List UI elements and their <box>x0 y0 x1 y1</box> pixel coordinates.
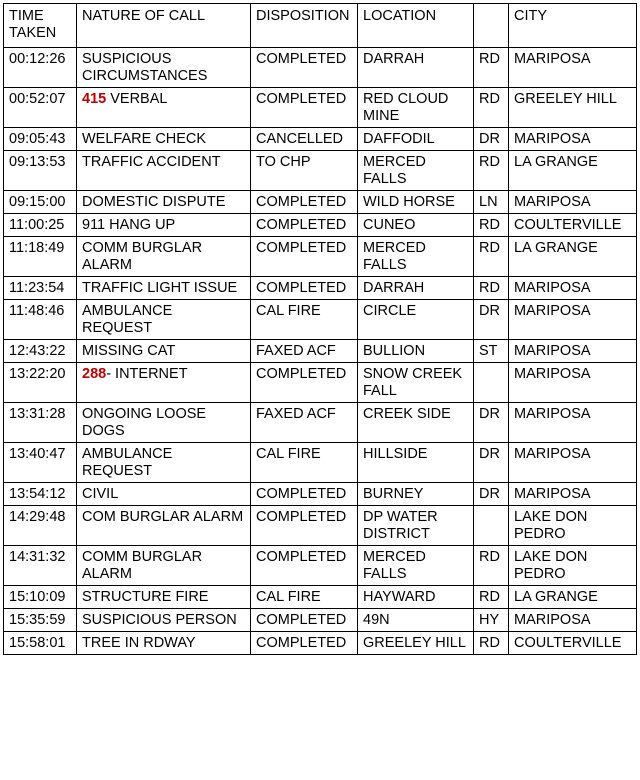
cell-city: LA GRANGE <box>509 151 637 191</box>
header-row <box>4 4 637 48</box>
cell-location: DARRAH <box>358 277 474 300</box>
cell-disposition: CAL FIRE <box>251 300 358 340</box>
cell-city: GREELEY HILL <box>509 88 637 128</box>
cell-nature-of-call <box>77 88 251 128</box>
cell-street-suffix: DR <box>474 300 509 340</box>
call-nature-text: SUSPICIOUS PERSON <box>82 612 237 628</box>
table-row <box>4 443 637 483</box>
cell-disposition: FAXED ACF <box>251 403 358 443</box>
cell-time-taken: 11:18:49 <box>4 237 77 277</box>
cell-location: 49N <box>358 609 474 632</box>
call-nature-text: AMBULANCE REQUEST <box>82 446 177 479</box>
cell-nature-of-call <box>77 443 251 483</box>
table-row <box>4 151 637 191</box>
call-nature-text: TREE IN RDWAY <box>82 635 196 651</box>
table-row <box>4 128 637 151</box>
call-nature-text: MISSING CAT <box>82 343 176 359</box>
cell-disposition: COMPLETED <box>251 632 358 655</box>
cell-street-suffix: ST <box>474 340 509 363</box>
cell-street-suffix: RD <box>474 48 509 88</box>
cell-street-suffix: RD <box>474 277 509 300</box>
cell-street-suffix: DR <box>474 443 509 483</box>
cell-street-suffix: DR <box>474 403 509 443</box>
cell-city: MARIPOSA <box>509 128 637 151</box>
cell-city: MARIPOSA <box>509 300 637 340</box>
cell-street-suffix: RD <box>474 214 509 237</box>
cell-time-taken: 00:52:07 <box>4 88 77 128</box>
call-nature-text: VERBAL <box>106 91 168 107</box>
cell-time-taken: 13:54:12 <box>4 483 77 506</box>
table-row <box>4 506 637 546</box>
cell-nature-of-call <box>77 237 251 277</box>
table-row <box>4 300 637 340</box>
table-row <box>4 340 637 363</box>
cell-city: LA GRANGE <box>509 237 637 277</box>
call-log-table <box>3 3 637 655</box>
cell-city: LA GRANGE <box>509 586 637 609</box>
cell-city: MARIPOSA <box>509 48 637 88</box>
cell-nature-of-call <box>77 151 251 191</box>
cell-street-suffix: RD <box>474 632 509 655</box>
table-row <box>4 48 637 88</box>
cell-nature-of-call <box>77 632 251 655</box>
cell-location: HILLSIDE <box>358 443 474 483</box>
cell-nature-of-call <box>77 214 251 237</box>
cell-disposition: COMPLETED <box>251 546 358 586</box>
cell-nature-of-call <box>77 403 251 443</box>
table-row <box>4 632 637 655</box>
cell-nature-of-call <box>77 128 251 151</box>
cell-street-suffix: LN <box>474 191 509 214</box>
header-time-taken: TIME TAKEN <box>4 4 77 48</box>
cell-location: MERCED FALLS <box>358 237 474 277</box>
cell-street-suffix: RD <box>474 151 509 191</box>
cell-location: DARRAH <box>358 48 474 88</box>
cell-street-suffix: DR <box>474 128 509 151</box>
cell-city: MARIPOSA <box>509 277 637 300</box>
cell-time-taken: 15:10:09 <box>4 586 77 609</box>
cell-time-taken: 00:12:26 <box>4 48 77 88</box>
cell-time-taken: 13:22:20 <box>4 363 77 403</box>
cell-city: MARIPOSA <box>509 340 637 363</box>
cell-street-suffix <box>474 363 509 403</box>
call-nature-text: COMM BURGLAR ALARM <box>82 549 206 582</box>
cell-city: MARIPOSA <box>509 443 637 483</box>
table-row <box>4 403 637 443</box>
cell-location: SNOW CREEK FALL <box>358 363 474 403</box>
call-log-body <box>4 48 637 655</box>
cell-time-taken: 11:23:54 <box>4 277 77 300</box>
table-row <box>4 363 637 403</box>
cell-city: MARIPOSA <box>509 609 637 632</box>
call-nature-text: SUSPICIOUS CIRCUMSTANCES <box>82 51 208 84</box>
call-nature-text: STRUCTURE FIRE <box>82 589 209 605</box>
cell-location: CIRCLE <box>358 300 474 340</box>
cell-street-suffix <box>474 506 509 546</box>
cell-time-taken: 12:43:22 <box>4 340 77 363</box>
cell-location: CREEK SIDE <box>358 403 474 443</box>
cell-nature-of-call <box>77 609 251 632</box>
cell-street-suffix: RD <box>474 88 509 128</box>
call-code: 415 <box>82 91 107 107</box>
cell-city: LAKE DON PEDRO <box>509 546 637 586</box>
cell-street-suffix: RD <box>474 237 509 277</box>
cell-nature-of-call <box>77 191 251 214</box>
cell-nature-of-call <box>77 363 251 403</box>
call-nature-text: ONGOING LOOSE DOGS <box>82 406 211 439</box>
cell-city: MARIPOSA <box>509 403 637 443</box>
header-street-suffix <box>474 4 509 48</box>
call-nature-text: WELFARE CHECK <box>82 131 207 147</box>
table-row <box>4 586 637 609</box>
cell-disposition: COMPLETED <box>251 609 358 632</box>
cell-nature-of-call <box>77 506 251 546</box>
cell-disposition: COMPLETED <box>251 88 358 128</box>
header-location: LOCATION <box>358 4 474 48</box>
call-nature-text: 911 HANG UP <box>82 217 176 233</box>
cell-disposition: COMPLETED <box>251 48 358 88</box>
cell-time-taken: 09:15:00 <box>4 191 77 214</box>
cell-time-taken: 13:31:28 <box>4 403 77 443</box>
table-row <box>4 88 637 128</box>
call-nature-text: DOMESTIC DISPUTE <box>82 194 226 210</box>
cell-disposition: COMPLETED <box>251 483 358 506</box>
cell-location: WILD HORSE <box>358 191 474 214</box>
cell-city: COULTERVILLE <box>509 214 637 237</box>
cell-disposition: CAL FIRE <box>251 586 358 609</box>
call-nature-text: COM BURGLAR ALARM <box>82 509 244 525</box>
cell-time-taken: 09:13:53 <box>4 151 77 191</box>
cell-disposition: COMPLETED <box>251 214 358 237</box>
cell-location: MERCED FALLS <box>358 546 474 586</box>
call-nature-text: TRAFFIC ACCIDENT <box>82 154 221 170</box>
cell-location: MERCED FALLS <box>358 151 474 191</box>
cell-disposition: COMPLETED <box>251 237 358 277</box>
cell-time-taken: 14:31:32 <box>4 546 77 586</box>
cell-time-taken: 11:48:46 <box>4 300 77 340</box>
cell-city: MARIPOSA <box>509 363 637 403</box>
cell-location: HAYWARD <box>358 586 474 609</box>
call-nature-text: TRAFFIC LIGHT ISSUE <box>82 280 238 296</box>
table-row <box>4 214 637 237</box>
cell-street-suffix: RD <box>474 546 509 586</box>
table-row <box>4 609 637 632</box>
cell-city: MARIPOSA <box>509 191 637 214</box>
cell-location: CUNEO <box>358 214 474 237</box>
table-row <box>4 191 637 214</box>
cell-time-taken: 15:35:59 <box>4 609 77 632</box>
cell-time-taken: 13:40:47 <box>4 443 77 483</box>
cell-location: DAFFODIL <box>358 128 474 151</box>
call-nature-text: AMBULANCE REQUEST <box>82 303 177 336</box>
cell-disposition: COMPLETED <box>251 363 358 403</box>
cell-city: COULTERVILLE <box>509 632 637 655</box>
cell-disposition: CANCELLED <box>251 128 358 151</box>
cell-nature-of-call <box>77 300 251 340</box>
table-row <box>4 277 637 300</box>
header-disposition: DISPOSITION <box>251 4 358 48</box>
cell-disposition: COMPLETED <box>251 277 358 300</box>
cell-nature-of-call <box>77 586 251 609</box>
table-row <box>4 237 637 277</box>
cell-disposition: TO CHP <box>251 151 358 191</box>
table-row <box>4 483 637 506</box>
cell-street-suffix: HY <box>474 609 509 632</box>
cell-city: MARIPOSA <box>509 483 637 506</box>
cell-disposition: COMPLETED <box>251 506 358 546</box>
cell-location: GREELEY HILL <box>358 632 474 655</box>
cell-location: BULLION <box>358 340 474 363</box>
call-nature-text: CIVIL <box>82 486 119 502</box>
cell-nature-of-call <box>77 546 251 586</box>
cell-street-suffix: DR <box>474 483 509 506</box>
cell-disposition: CAL FIRE <box>251 443 358 483</box>
cell-location: DP WATER DISTRICT <box>358 506 474 546</box>
cell-city: LAKE DON PEDRO <box>509 506 637 546</box>
cell-location: BURNEY <box>358 483 474 506</box>
cell-time-taken: 11:00:25 <box>4 214 77 237</box>
header-city: CITY <box>509 4 637 48</box>
cell-nature-of-call <box>77 277 251 300</box>
call-code: 288 <box>82 366 107 382</box>
table-row <box>4 546 637 586</box>
cell-time-taken: 09:05:43 <box>4 128 77 151</box>
cell-nature-of-call <box>77 483 251 506</box>
header-nature-of-call: NATURE OF CALL <box>77 4 251 48</box>
call-nature-text: COMM BURGLAR ALARM <box>82 240 206 273</box>
cell-disposition: COMPLETED <box>251 191 358 214</box>
cell-time-taken: 15:58:01 <box>4 632 77 655</box>
cell-disposition: FAXED ACF <box>251 340 358 363</box>
cell-nature-of-call <box>77 340 251 363</box>
cell-street-suffix: RD <box>474 586 509 609</box>
cell-nature-of-call <box>77 48 251 88</box>
cell-location: RED CLOUD MINE <box>358 88 474 128</box>
call-nature-text: - INTERNET <box>106 366 188 382</box>
cell-time-taken: 14:29:48 <box>4 506 77 546</box>
